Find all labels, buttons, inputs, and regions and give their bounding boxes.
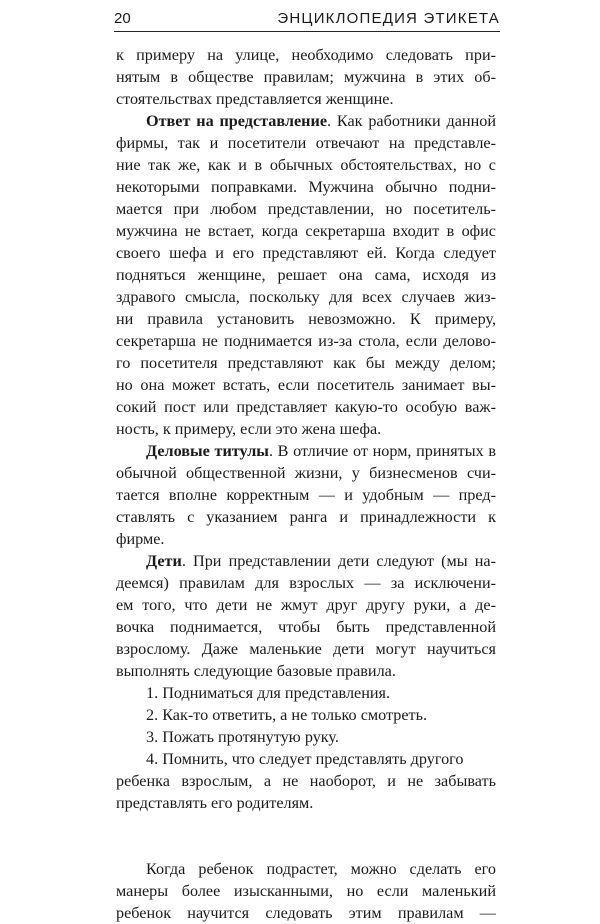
paragraph-first-line (116, 550, 496, 572)
section-heading-titles: Деловые титулы (146, 442, 269, 460)
text-line: нятым в обществе правилам; мужчина в этих об- (116, 68, 496, 86)
text-line: подняться женщине, решает она сама, исходя из (116, 266, 496, 284)
body-text (116, 44, 496, 924)
text-line: к примеру на улице, необходимо следовать при- (116, 46, 496, 64)
text-run: . При представлении дети следуют (мы на- (181, 552, 496, 570)
running-title: ЭНЦИКЛОПЕДИЯ ЭТИКЕТА (277, 10, 500, 27)
text-line: мужчина не встает, когда секретарша входит в офис (116, 222, 496, 240)
text-line: некоторыми поправками. Мужчина обычно подни- (116, 178, 496, 196)
paragraph-gap (116, 814, 496, 858)
text-line: ность, к примеру, если это жена шефа. (116, 420, 382, 438)
text-line: обычной общественной жизни, у бизнесменов счи- (116, 464, 496, 482)
text-run: . В отличие от норм, принятых в (268, 442, 496, 460)
text-line: ребенок научится следовать этим правилам — (116, 904, 496, 922)
text-line: Когда ребенок подрастет, можно сделать его (146, 860, 496, 878)
text-line: мается при любом представлении, но посетитель- (116, 200, 496, 218)
list-item: 2. Как-то ответить, а не только смотреть. (146, 706, 428, 724)
text-line: деемся) правилам для взрослых — за исключени- (116, 574, 496, 592)
text-line: фирмы, так и посетители отвечают на представле- (116, 134, 496, 152)
text-line: тается вполне корректным — и удобным — пред- (116, 486, 496, 504)
text-line: секретарша не поднимается из-за стола, если делово- (116, 332, 496, 350)
list-item: 3. Пожать протянутую руку. (146, 728, 339, 746)
text-line: стоятельствах представляется женщине. (116, 90, 394, 108)
page-number: 20 (114, 10, 131, 27)
text-line: ставлять с указанием ранга и принадлежности к (116, 508, 496, 526)
section-heading-children: Дети (146, 552, 182, 570)
text-run: . Как работники данной (327, 112, 496, 130)
list-item-continuation: представлять его родителям. (116, 794, 314, 812)
list-item: 4. Помнить, что следует представлять другого (146, 750, 464, 768)
text-line: го посетителя представляют как бы между делом; (116, 354, 496, 372)
text-line: манеры более изысканными, но если маленький (116, 882, 496, 900)
list-item-continuation: ребенка взрослым, а не наоборот, и не забывать (116, 772, 496, 790)
section-heading-answer: Ответ на представление (146, 112, 328, 130)
header-rule (114, 31, 500, 32)
text-line: ни правила установить невозможно. К примеру, (116, 310, 496, 328)
text-line: взрослому. Даже маленькие дети могут научиться (116, 640, 496, 658)
paragraph-first-line (116, 110, 496, 132)
text-line: но она может встать, если посетитель занимает вы- (116, 376, 496, 394)
text-line: своего шефа и его представляют ей. Когда следует (116, 244, 496, 262)
text-line: сокий пост или представляет какую-то особую важ- (116, 398, 496, 416)
text-line: ние так же, как и в обычных обстоятельствах, но с (116, 156, 496, 174)
text-line: вочка поднимается, чтобы быть представленной (116, 618, 496, 636)
list-item: 1. Подниматься для представления. (146, 684, 391, 702)
text-line: выполнять следующие базовые правила. (116, 662, 396, 680)
text-line: фирме. (116, 530, 165, 548)
text-line: здравого смысла, поскольку для всех случаев жиз- (116, 288, 496, 306)
paragraph-first-line (116, 440, 496, 462)
text-line: ем того, что дети не жмут друг другу руки, а де- (116, 596, 496, 614)
